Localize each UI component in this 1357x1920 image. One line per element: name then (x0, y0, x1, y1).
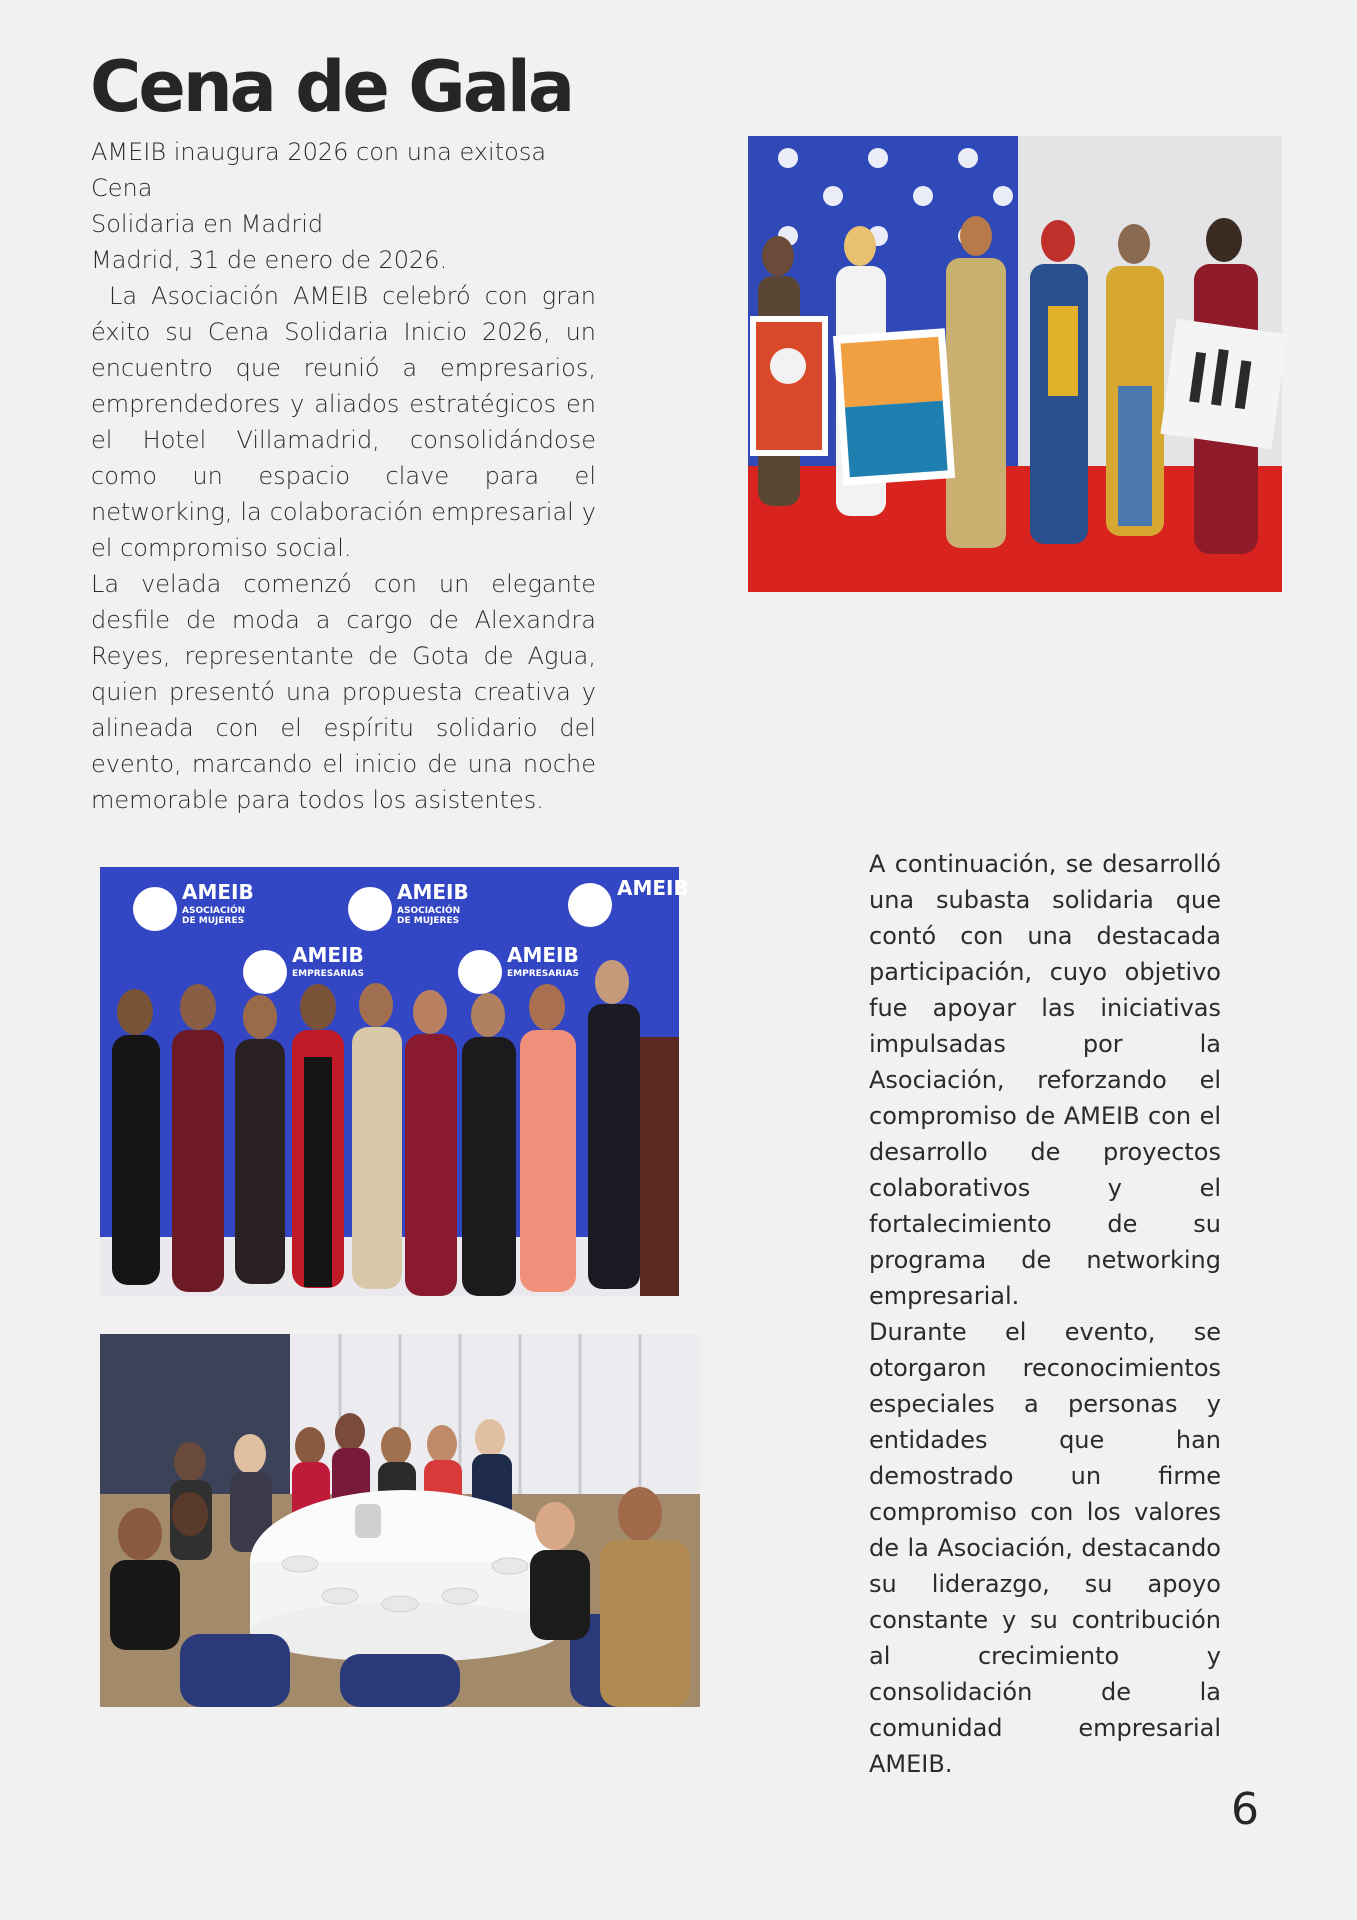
svg-text:ASOCIACIÓN: ASOCIACIÓN (397, 906, 461, 916)
continuation-paragraph-1: A continuación, se desarrolló una subasta solidaria que contó con una destacada participación, cuyo objetivo fue apoyar las iniciativas impulsadas por la Asociación, reforzando el compromiso de AMEIB con el desarrollo de proyectos colaborativos y el fortalecimiento de su programa de networking empresarial. (869, 850, 1221, 1310)
intro-paragraph-2: La velada comenzó con un elegante desfile de moda a cargo de Alexandra Reyes, representante de Gota de Agua, quien presentó una propuesta creativa y alineada con el espíritu solidario del evento, marcando el inicio de una noche memorable para todos los asistentes. (91, 570, 596, 814)
svg-text:AMEIB: AMEIB (507, 943, 579, 967)
svg-text:AMEIB: AMEIB (397, 880, 469, 904)
svg-text:AMEIB: AMEIB (182, 880, 254, 904)
continuation-paragraph-2: Durante el evento, se otorgaron reconocimientos especiales a personas y entidades que han demostrado un firme compromiso con los valores de la Asociación, destacando su liderazgo, su apoyo constante y su contribución al crecimiento y consolidación de la comunidad empresarial AMEIB. (869, 1318, 1221, 1778)
svg-text:EMPRESARIAS: EMPRESARIAS (507, 969, 579, 979)
svg-text:AMEIB: AMEIB (292, 943, 364, 967)
photo-fashion-show (748, 136, 1282, 592)
dateline: Madrid, 31 de enero de 2026. (91, 246, 448, 274)
svg-text:DE MUJERES: DE MUJERES (397, 916, 460, 926)
svg-text:AMEIB: AMEIB (617, 876, 689, 900)
photo-group-banner (100, 867, 689, 1296)
svg-text:DE MUJERES: DE MUJERES (182, 916, 245, 926)
photo-dinner-table (100, 1334, 700, 1707)
page-number: 6 (1231, 1784, 1259, 1835)
continuation-column (869, 846, 1221, 1782)
headline-line-2: Solidaria en Madrid (91, 210, 324, 238)
headline-line-1: AMEIB inaugura 2026 con una exitosa Cena (91, 138, 547, 202)
svg-text:ASOCIACIÓN: ASOCIACIÓN (182, 906, 246, 916)
intro-paragraph-1: La Asociación AMEIB celebró con gran éxito su Cena Solidaria Inicio 2026, un encuentro que reunió a empresarios, emprendedores y aliados estratégicos en el Hotel Villamadrid, consolidándose como un espacio clave para el networking, la colaboración empresarial y el compromiso social. (91, 282, 596, 562)
page-title: Cena de Gala (90, 46, 573, 128)
intro-column (91, 134, 596, 818)
svg-text:EMPRESARIAS: EMPRESARIAS (292, 969, 364, 979)
